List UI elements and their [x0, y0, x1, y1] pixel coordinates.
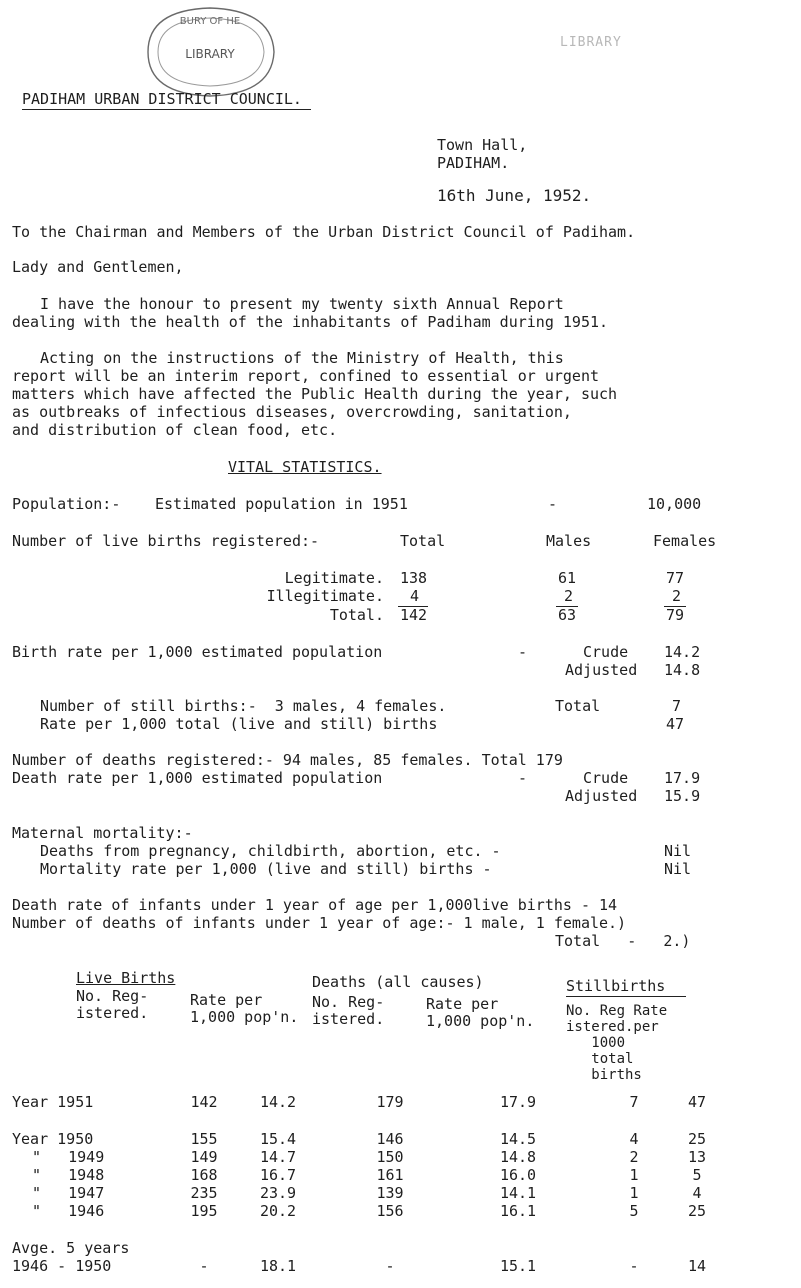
- live-births-label: Number of live births registered:-: [12, 532, 320, 550]
- average-still-rate: 14: [687, 1257, 707, 1275]
- maternal-value-1: Nil: [664, 842, 692, 860]
- adjusted-death-rate: 15.9: [664, 787, 701, 805]
- population-dash: -: [548, 495, 558, 513]
- table-row-death-no: 179: [376, 1093, 404, 1111]
- library-stamp: [130, 2, 290, 98]
- group-stillbirths: Stillbirths: [566, 977, 666, 995]
- greeting: Lady and Gentlemen,: [12, 258, 184, 276]
- population-value: 10,000: [647, 495, 702, 513]
- births-row-females: 2: [672, 587, 682, 605]
- table-row-live-rate: 23.9: [259, 1184, 297, 1202]
- infant-total-line: Total - 2.): [555, 932, 691, 950]
- crude-birth-rate: 14.2: [664, 643, 701, 661]
- table-row-still-rate: 25: [687, 1130, 707, 1148]
- table-row-still-rate: 13: [687, 1148, 707, 1166]
- still-sub-headers: No. Reg Rate istered.per 1000 total births: [566, 1003, 668, 1083]
- table-row-still-rate: 47: [687, 1093, 707, 1111]
- births-row-total: 138: [400, 569, 428, 587]
- table-row-live-no: 195: [190, 1202, 218, 1220]
- para2-line1: Acting on the instructions of the Ministry of Health, this: [40, 349, 564, 367]
- adjusted-death-label: Adjusted: [565, 787, 638, 805]
- live-sub-rate: Rate per 1,000 pop'n.: [190, 991, 299, 1026]
- table-row-death-no: 139: [376, 1184, 404, 1202]
- adjusted-birth-rate: 14.8: [664, 661, 701, 679]
- table-row-still-no: 7: [629, 1093, 639, 1111]
- table-row-death-no: 146: [376, 1130, 404, 1148]
- col-males: Males: [546, 532, 592, 550]
- para2-line5: and distribution of clean food, etc.: [12, 421, 338, 439]
- table-row-death-rate: 14.8: [499, 1148, 537, 1166]
- table-row-still-no: 1: [629, 1166, 639, 1184]
- births-row-label: Illegitimate.: [266, 587, 384, 605]
- average-death-rate: 15.1: [499, 1257, 537, 1275]
- para2-line3: matters which have affected the Public Health during the year, such: [12, 385, 618, 403]
- births-row-females: 77: [666, 569, 685, 587]
- births-row-total: 4: [410, 587, 420, 605]
- table-row-live-no: 142: [190, 1093, 218, 1111]
- para2-line2: report will be an interim report, confined to essential or urgent: [12, 367, 599, 385]
- death-rate-line: Death rate per 1,000 estimated population: [12, 769, 383, 787]
- table-row-live-rate: 14.7: [259, 1148, 297, 1166]
- vital-statistics-heading: VITAL STATISTICS.: [228, 458, 382, 476]
- table-row-still-no: 1: [629, 1184, 639, 1202]
- address-line-1: Town Hall,: [437, 136, 528, 154]
- average-live-rate: 18.1: [259, 1257, 297, 1275]
- table-row-live-rate: 16.7: [259, 1166, 297, 1184]
- table-row-still-no: 2: [629, 1148, 639, 1166]
- births-row-females: 79: [666, 606, 685, 624]
- deaths-sub-registered: No. Reg- istered.: [312, 993, 385, 1028]
- table-row-year: Year 1951: [12, 1093, 94, 1111]
- adjusted-label: Adjusted: [565, 661, 638, 679]
- table-row-live-rate: 15.4: [259, 1130, 297, 1148]
- letter-date: 16th June, 1952.: [437, 186, 592, 205]
- table-row-death-rate: 14.1: [499, 1184, 537, 1202]
- maternal-line-2: Mortality rate per 1,000 (live and still) births -: [40, 860, 492, 878]
- col-females: Females: [653, 532, 717, 550]
- population-label: Population:-: [12, 495, 121, 513]
- table-row-live-rate: 14.2: [259, 1093, 297, 1111]
- table-row-death-rate: 16.1: [499, 1202, 537, 1220]
- salutation-to: To the Chairman and Members of the Urban District Council of Padiham.: [12, 223, 636, 241]
- infant-death-rate-line: Death rate of infants under 1 year of age per 1,000live births - 14: [12, 896, 618, 914]
- deaths-sub-rate: Rate per 1,000 pop'n.: [426, 995, 535, 1030]
- para1-line1: I have the honour to present my twenty sixth Annual Report: [40, 295, 564, 313]
- births-row-label: Total.: [329, 606, 384, 624]
- table-row-still-no: 5: [629, 1202, 639, 1220]
- stillbirths-total: 7: [672, 697, 682, 715]
- infant-deaths-line: Number of deaths of infants under 1 year of age:- 1 male, 1 female.): [12, 914, 627, 932]
- address-line-2: PADIHAM.: [437, 154, 510, 172]
- births-row-males: 63: [558, 606, 577, 624]
- population-desc: Estimated population in 1951: [155, 495, 408, 513]
- table-row-death-rate: 14.5: [499, 1130, 537, 1148]
- average-still-no: -: [629, 1257, 639, 1275]
- births-row-males: 61: [558, 569, 577, 587]
- table-row-year: " 1947: [32, 1184, 105, 1202]
- table-row-live-rate: 20.2: [259, 1202, 297, 1220]
- birth-rate-label: Birth rate per 1,000 estimated population: [12, 643, 383, 661]
- stillbirths-line: Number of still births:- 3 males, 4 females.: [40, 697, 447, 715]
- group-deaths: Deaths (all causes): [312, 973, 484, 991]
- deaths-line: Number of deaths registered:- 94 males, 85 females. Total 179: [12, 751, 563, 769]
- stillbirth-rate: 47: [666, 715, 685, 733]
- births-row-total: 142: [400, 606, 428, 624]
- table-row-year: " 1949: [32, 1148, 105, 1166]
- birth-rate-dash: -: [518, 643, 528, 661]
- average-live-no: -: [199, 1257, 209, 1275]
- births-row-label: Legitimate.: [284, 569, 384, 587]
- council-heading: PADIHAM URBAN DISTRICT COUNCIL.: [22, 90, 302, 108]
- crude-label: Crude: [583, 643, 629, 661]
- para1-line2: dealing with the health of the inhabitants of Padiham during 1951.: [12, 313, 609, 331]
- stillbirths-total-label: Total: [555, 697, 601, 715]
- stillbirth-rate-line: Rate per 1,000 total (live and still) births: [40, 715, 438, 733]
- table-row-year: " 1948: [32, 1166, 105, 1184]
- maternal-value-2: Nil: [664, 860, 692, 878]
- death-rate-dash: -: [518, 769, 528, 787]
- table-row-death-rate: 17.9: [499, 1093, 537, 1111]
- col-total: Total: [400, 532, 446, 550]
- table-row-still-rate: 5: [692, 1166, 702, 1184]
- maternal-heading: Maternal mortality:-: [12, 824, 193, 842]
- table-row-death-no: 161: [376, 1166, 404, 1184]
- table-row-death-rate: 16.0: [499, 1166, 537, 1184]
- table-row-live-no: 155: [190, 1130, 218, 1148]
- table-row-still-rate: 25: [687, 1202, 707, 1220]
- table-row-live-no: 149: [190, 1148, 218, 1166]
- table-row-still-rate: 4: [692, 1184, 702, 1202]
- table-row-live-no: 235: [190, 1184, 218, 1202]
- table-row-year: " 1946: [32, 1202, 105, 1220]
- group-live-births: Live Births: [76, 969, 176, 987]
- table-row-still-no: 4: [629, 1130, 639, 1148]
- average-death-no: -: [385, 1257, 395, 1275]
- average-label-1: Avge. 5 years: [12, 1239, 130, 1257]
- crude-death-label: Crude: [583, 769, 629, 787]
- stamp-ring-bottom: LIBRARY: [185, 47, 235, 61]
- average-label-2: 1946 - 1950: [12, 1257, 112, 1275]
- crude-death-rate: 17.9: [664, 769, 701, 787]
- births-row-males: 2: [564, 587, 574, 605]
- table-row-live-no: 168: [190, 1166, 218, 1184]
- table-row-death-no: 150: [376, 1148, 404, 1166]
- maternal-line-1: Deaths from pregnancy, childbirth, abortion, etc. -: [40, 842, 501, 860]
- para2-line4: as outbreaks of infectious diseases, overcrowding, sanitation,: [12, 403, 572, 421]
- stamp-ring-top: BURY OF HE: [179, 16, 241, 27]
- table-row-death-no: 156: [376, 1202, 404, 1220]
- faint-library-text: LIBRARY: [560, 35, 622, 50]
- table-row-year: Year 1950: [12, 1130, 94, 1148]
- live-sub-registered: No. Reg- istered.: [76, 987, 149, 1022]
